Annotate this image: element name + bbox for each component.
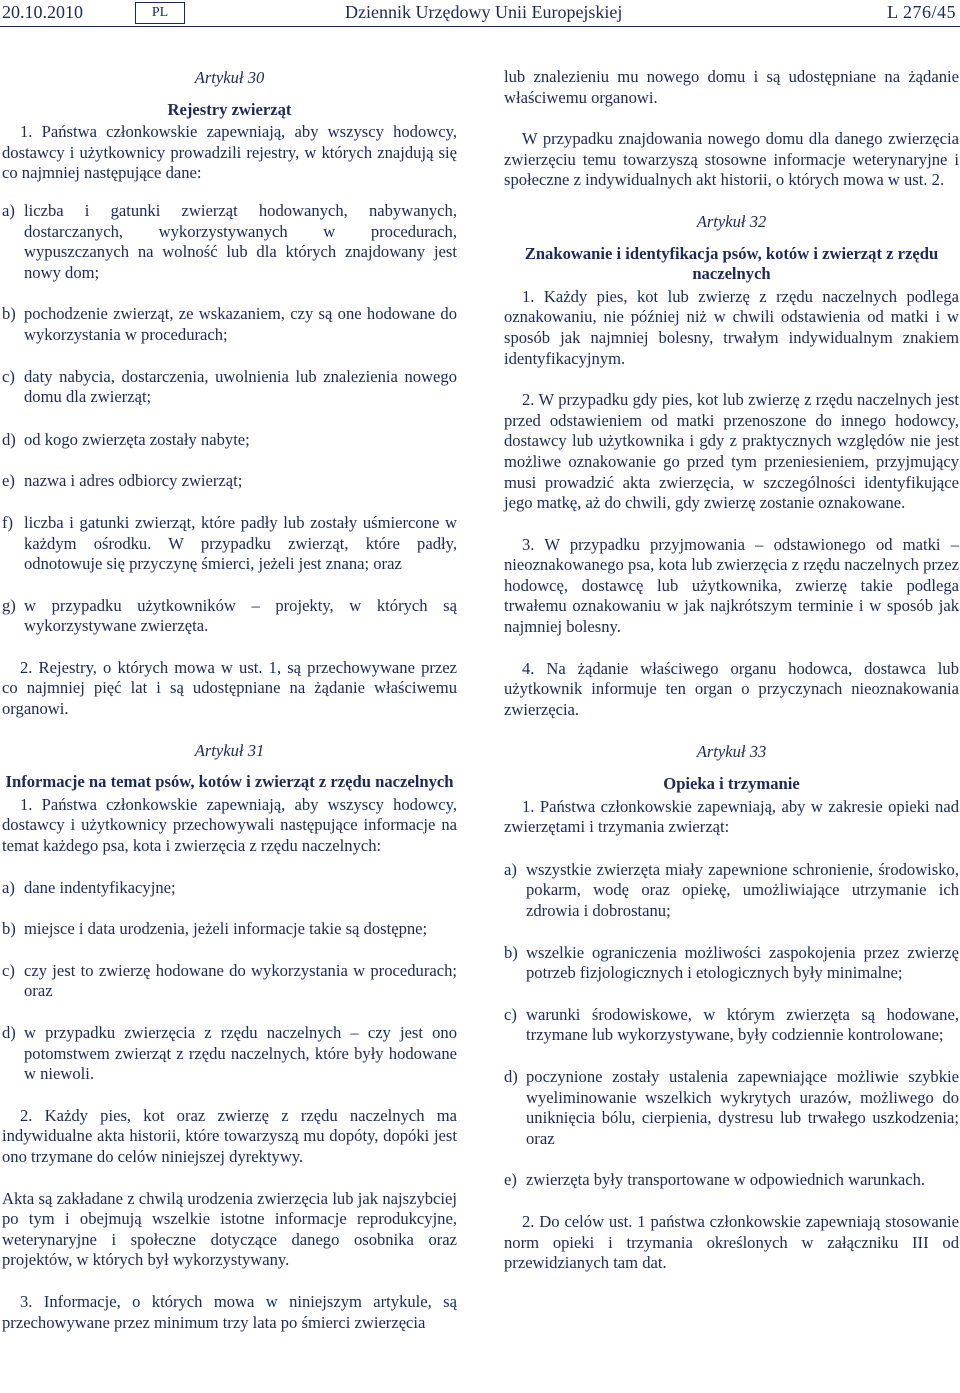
list-item-label: a) xyxy=(2,877,15,897)
list-item-label: c) xyxy=(504,1004,517,1024)
list-item-label: g) xyxy=(2,595,16,615)
list-item xyxy=(504,860,959,922)
article-33-paragraph-2: 2. Do celów ust. 1 państwa członkowskie zapewniają stosowanie norm opieki i trzymania określonych w załączniku III od przewidzianych tam dat. xyxy=(504,1211,959,1273)
list-item xyxy=(504,1170,959,1191)
article-31-paragraph-1: 1. Państwa członkowskie zapewniają, aby wszyscy hodowcy, dostawcy i użytkownicy przechowywali następujące informacje na temat każdego psa, kota i zwierzęcia z rzędu naczelnych: xyxy=(2,794,457,856)
list-item-text: miejsce i data urodzenia, jeżeli informacje takie są dostępne; xyxy=(24,919,428,939)
list-item-text: nazwa i adres odbiorcy zwierząt; xyxy=(24,471,243,491)
list-item-label: d) xyxy=(504,1066,518,1086)
list-item xyxy=(2,430,457,451)
list-item-text: warunki środowiskowe, w którym zwierzęta są hodowane, trzymane lub wykorzystywane, były codziennie kontrolowane; xyxy=(526,1004,959,1045)
list-item xyxy=(2,201,457,283)
list-item-label: a) xyxy=(504,859,517,879)
article-31-paragraph-4: W przypadku znajdowania nowego domu dla danego zwierzęcia zwierzęciu temu towarzyszą stosowne informacje weterynaryjne i społeczne z indywidualnych akt historii, o których mowa w ust. 2. xyxy=(504,129,959,190)
list-item xyxy=(2,513,457,575)
list-item-text: daty nabycia, dostarczenia, uwolnienia lub znalezienia nowego domu dla zwierząt; xyxy=(24,366,457,407)
list-item-text: liczba i gatunki zwierząt hodowanych, nabywanych, dostarczanych, wykorzystywanych w procedurach, wypuszczanych na wolność lub dla których znajdowany jest nowy dom; xyxy=(24,200,457,282)
publication-date: 20.10.2010 xyxy=(2,2,83,22)
language-code-badge: PL xyxy=(135,2,185,24)
list-item xyxy=(2,596,457,637)
list-item-label: d) xyxy=(2,429,16,449)
article-30-number: Artykuł 30 xyxy=(194,68,265,87)
continued-text: lub znalezieniu mu nowego domu i są udostępniane na żądanie właściwemu organowi. xyxy=(504,67,959,107)
list-item-text: pochodzenie zwierząt, ze wskazaniem, czy są one hodowane do wykorzystania w procedurach; xyxy=(24,304,457,344)
article-33-title: Opieka i trzymanie xyxy=(663,774,800,794)
list-item xyxy=(2,471,457,492)
list-item-text: liczba i gatunki zwierząt, które padły lub zostały uśmiercone w każdym ośrodku. W przypadku zwierząt, które padły, odnotowuje się przyczynę śmierci, jeżeli jest znana; oraz xyxy=(24,512,457,574)
article-33-number: Artykuł 33 xyxy=(696,742,767,762)
list-item xyxy=(2,304,457,345)
list-item xyxy=(2,878,457,899)
list-item-label: c) xyxy=(2,960,15,980)
article-32-paragraph-4: 4. Na żądanie właściwego organu hodowca, dostawca lub użytkownik informuje ten organ o przyczynach nieoznakowania zwierzęcia. xyxy=(504,658,959,719)
list-item-text: poczynione zostały ustalenia zapewniające możliwie szybkie wyeliminowanie wszelkich wykrytych urazów, możliwego do uniknięcia bólu, cierpienia, dystresu lub trwałego uszkodzenia; oraz xyxy=(526,1066,959,1148)
article-31-paragraph-3: 3. Informacje, o których mowa w niniejszym artykule, są przechowywane przez minimum trzy lata po śmierci zwierzęcia xyxy=(2,1291,457,1332)
list-item-text: czy jest to zwierzę hodowane do wykorzystania w procedurach; oraz xyxy=(24,960,457,1001)
list-item-label: a) xyxy=(2,200,15,220)
list-item xyxy=(504,943,959,984)
article-30-paragraph-2: 2. Rejestry, o których mowa w ust. 1, są przechowywane przez co najmniej pięć lat i są udostępniane na żądanie właściwemu organowi. xyxy=(2,657,457,719)
list-item-label: b) xyxy=(2,919,16,939)
list-item-text: w przypadku zwierzęcia z rzędu naczelnych – czy jest ono potomstwem zwierząt z rzędu naczelnych, które były hodowane w niewoli. xyxy=(24,1023,457,1084)
article-31-title: Informacje na temat psów, kotów i zwierząt z rzędu naczelnych xyxy=(5,772,454,792)
article-32-paragraph-2: 2. W przypadku gdy pies, kot lub zwierzę z rzędu naczelnych jest przed odstawieniem od matki przenoszone do innego hodowcy, dostawcy lub użytkownika i gdy z praktycznych względów nie jest możliwe oznakowanie go przed tym przeniesieniem, przyjmujący musi prowadzić akta zwierzęcia, w szczególności identyfikujące jego matkę, aż do chwili, gdy zwierzę zostanie oznakowane. xyxy=(504,390,959,513)
article-32-number: Artykuł 32 xyxy=(696,211,767,231)
list-item xyxy=(2,367,457,408)
list-item-text: wszelkie ograniczenia możliwości zaspokojenia przez zwierzę potrzeb fizjologicznych i etologicznych były minimalne; xyxy=(526,942,959,983)
list-item-text: od kogo zwierzęta zostały nabyte; xyxy=(24,429,250,449)
list-item xyxy=(504,1067,959,1149)
list-item-text: zwierzęta były transportowane w odpowiednich warunkach. xyxy=(526,1170,926,1190)
list-item xyxy=(2,919,457,940)
list-item-label: f) xyxy=(2,512,14,532)
right-column xyxy=(504,58,959,1274)
list-item xyxy=(2,1023,457,1085)
article-31-paragraph-2: 2. Każdy pies, kot oraz zwierzę z rzędu naczelnych ma indywidualne akta historii, które towarzyszą mu dopóty, dopóki jest ono trzymane do celów niniejszej dyrektywy. xyxy=(2,1105,457,1166)
article-30-paragraph-1: 1. Państwa członkowskie zapewniają, aby wszyscy hodowcy, dostawcy i użytkownicy prowadzili rejestry, w których znajdują się co najmniej następujące dane: xyxy=(2,122,457,183)
list-item-text: w przypadku użytkowników – projekty, w których są wykorzystywane zwierzęta. xyxy=(24,595,457,636)
article-32-paragraph-3: 3. W przypadku przyjmowania – odstawionego od matki – nieoznakowanego psa, kota lub zwierzęcia z rzędu naczelnych przez hodowcę, dostawcę lub użytkownika, zwierzę takie podlega trwałemu oznakowaniu w jak najkrótszym terminie i w sposób jak najmniej bolesny. xyxy=(504,534,959,637)
journal-title: Dziennik Urzędowy Unii Europejskiej xyxy=(345,2,623,22)
list-item-label: c) xyxy=(2,366,15,386)
list-item-label: e) xyxy=(2,471,15,491)
article-33-paragraph-1: 1. Państwa członkowskie zapewniają, aby w zakresie opieki nad zwierzętami i trzymania zwierząt: xyxy=(504,796,959,837)
article-30-title: Rejestry zwierząt xyxy=(167,99,292,119)
article-31-paragraph-2-continued: Akta są zakładane z chwilą urodzenia zwierzęcia lub jak najszybciej po tym i obejmują wszelkie istotne informacje reprodukcyjne, weterynaryjne i społeczne dotyczące danego osobnika oraz projektów, w których był wykorzystywany. xyxy=(2,1188,457,1270)
article-32-paragraph-1: 1. Każdy pies, kot lub zwierzę z rzędu naczelnych podlega oznakowaniu, nie później niż w chwili odstawienia od matki i w sposób jak najmniej bolesny, trwałym indywidualnym znakiem identyfikacyjnym. xyxy=(504,286,959,368)
page-number: L 276/45 xyxy=(887,2,956,22)
list-item-label: e) xyxy=(504,1170,517,1190)
list-item-text: dane indentyfikacyjne; xyxy=(24,877,176,897)
list-item-label: d) xyxy=(2,1023,16,1042)
list-item-text: wszystkie zwierzęta miały zapewnione schronienie, środowisko, pokarm, wodę oraz opiekę, umożliwiające utrzymanie ich zdrowia i dobrostanu; xyxy=(526,859,959,920)
article-32-title: Znakowanie i identyfikacja psów, kotów i zwierząt z rzędu naczelnych xyxy=(524,243,939,284)
article-31-number: Artykuł 31 xyxy=(194,740,265,760)
list-item-label: b) xyxy=(504,942,518,962)
page-header xyxy=(0,0,960,27)
list-item xyxy=(504,1005,959,1046)
left-column xyxy=(2,58,457,1333)
list-item-label: b) xyxy=(2,304,16,324)
list-item xyxy=(2,961,457,1002)
